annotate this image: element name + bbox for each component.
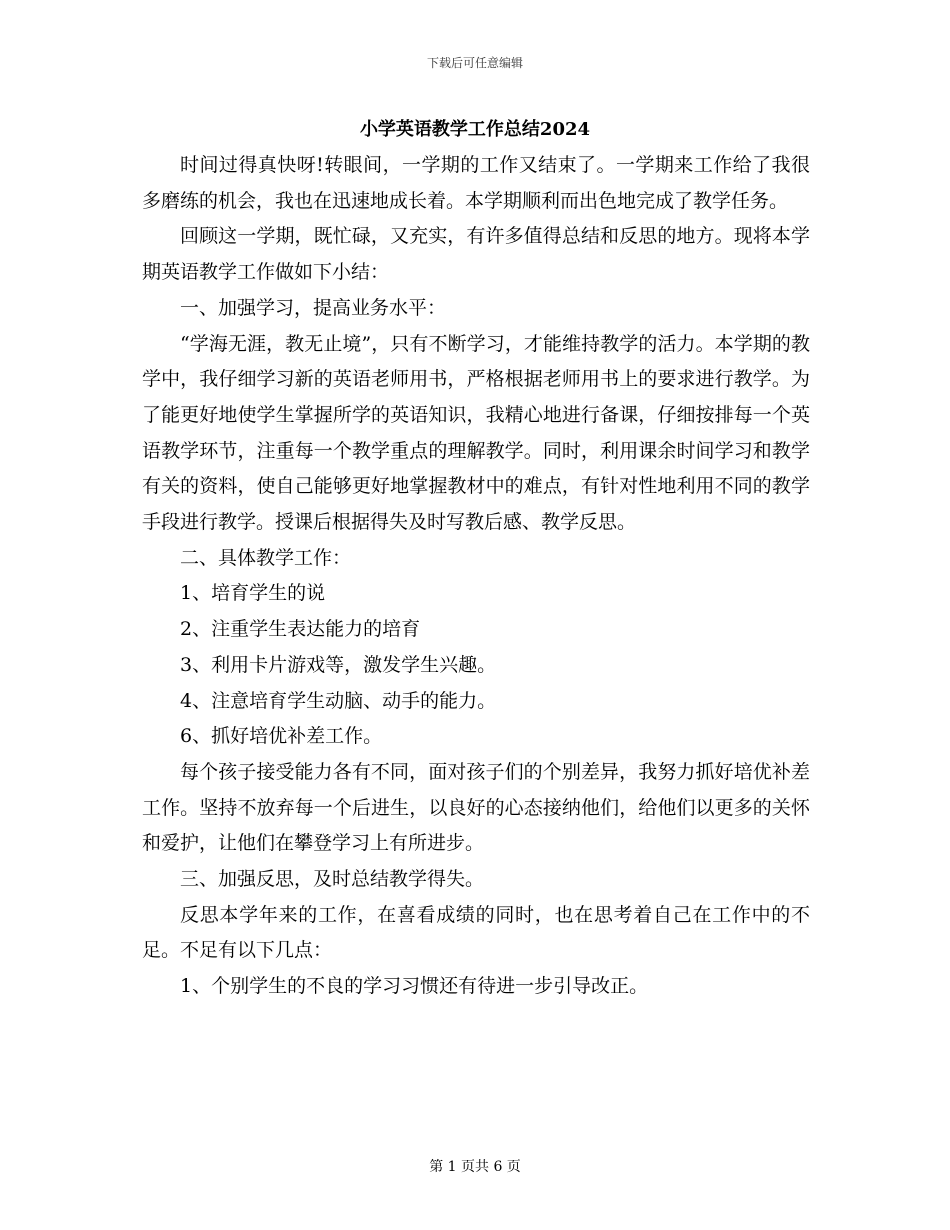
paragraph-intro: 时间过得真快呀!转眼间，一学期的工作又结束了。一学期来工作给了我很多磨练的机会，我也在迅速地成长着。本学期顺利而出色地完成了教学任务。 <box>142 154 810 212</box>
paragraph-learning: “学海无涯，教无止境”，只有不断学习，才能维持教学的活力。本学期的教学中，我仔细学习新的英语老师用书，严格根据老师用书上的要求进行教学。为了能更好地使学生掌握所学的英语知识，我精心地进行备课，仔细按排每一个英语教学环节，注重每一个教学重点的理解教学。同时，利用课余时间学习和教学有关的资料，使自己能够更好地掌握教材中的难点，有针对性地利用不同的教学手段进行教学。授课后根据得失及时写教后感、教学反思。 <box>142 332 810 534</box>
list-item: 2、注重学生表达能力的培育 <box>180 618 421 641</box>
document-body <box>142 148 810 1005</box>
paragraph-review: 回顾这一学期，既忙碌，又充实，有许多值得总结和反思的地方。现将本学期英语教学工作做如下小结： <box>142 225 810 284</box>
section-heading-3: 三、加强反思，及时总结教学得失。 <box>180 868 485 891</box>
page-header-note: 下载后可任意编辑 <box>426 56 523 70</box>
section-heading-1: 一、加强学习，提高业务水平： <box>180 296 447 319</box>
list-item: 4、注意培育学生动脑、动手的能力。 <box>180 689 497 712</box>
paragraph-reflection: 反思本学年来的工作，在喜看成绩的同时，也在思考着自己在工作中的不足。不足有以下几点： <box>142 903 810 962</box>
list-item: 3、利用卡片游戏等，激发学生兴趣。 <box>180 653 497 676</box>
section-heading-2: 二、具体教学工作： <box>180 546 352 569</box>
list-item: 6、抓好培优补差工作。 <box>180 725 383 748</box>
list-item: 1、个别学生的不良的学习习惯还有待进一步引导改正。 <box>180 975 649 998</box>
document-title: 小学英语教学工作总结2024 <box>359 119 591 140</box>
paragraph-differences: 每个孩子接受能力各有不同，面对孩子们的个别差异，我努力抓好培优补差工作。坚持不放弃每一个后进生，以良好的心态接纳他们，给他们以更多的关怀和爱护，让他们在攀登学习上有所进步。 <box>142 760 810 855</box>
list-item: 1、培育学生的说 <box>180 582 326 605</box>
page-number: 第 1 页共 6 页 <box>429 1159 521 1175</box>
